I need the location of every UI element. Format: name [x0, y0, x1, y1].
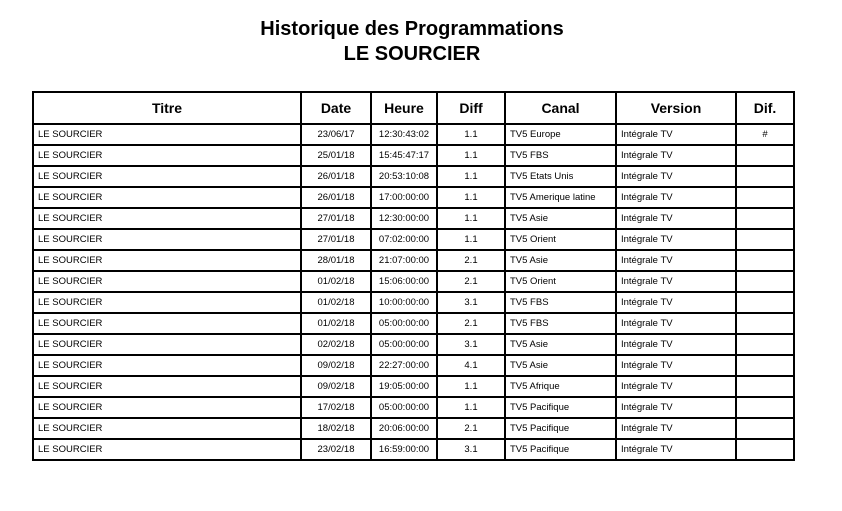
titre-cell: LE SOURCIER: [33, 271, 301, 292]
diff-cell: 1.1: [437, 229, 505, 250]
page-title: Historique des Programmations: [260, 18, 564, 40]
table-row: [33, 187, 794, 208]
titre-cell: LE SOURCIER: [33, 166, 301, 187]
heure-cell: 20:06:00:00: [371, 418, 437, 439]
canal-cell: TV5 Asie: [505, 250, 616, 271]
diff-cell: 1.1: [437, 166, 505, 187]
dif-cell: [736, 145, 794, 166]
date-cell: 26/01/18: [301, 187, 371, 208]
version-cell: Intégrale TV: [616, 271, 736, 292]
dif-cell: [736, 229, 794, 250]
dif-cell: [736, 397, 794, 418]
diff-cell: 3.1: [437, 334, 505, 355]
canal-cell: TV5 Asie: [505, 208, 616, 229]
table-row: [33, 439, 794, 460]
column-header-titre: Titre: [33, 92, 301, 124]
table-row: [33, 292, 794, 313]
canal-cell: TV5 Orient: [505, 229, 616, 250]
date-cell: 02/02/18: [301, 334, 371, 355]
column-header-version: Version: [616, 92, 736, 124]
version-cell: Intégrale TV: [616, 250, 736, 271]
canal-cell: TV5 Pacifique: [505, 397, 616, 418]
heure-cell: 12:30:43:02: [371, 124, 437, 145]
date-cell: 09/02/18: [301, 355, 371, 376]
date-cell: 23/02/18: [301, 439, 371, 460]
diff-cell: 2.1: [437, 250, 505, 271]
version-cell: Intégrale TV: [616, 208, 736, 229]
canal-cell: TV5 Pacifique: [505, 439, 616, 460]
titre-cell: LE SOURCIER: [33, 250, 301, 271]
version-cell: Intégrale TV: [616, 292, 736, 313]
diff-cell: 2.1: [437, 313, 505, 334]
titre-cell: LE SOURCIER: [33, 124, 301, 145]
version-cell: Intégrale TV: [616, 124, 736, 145]
dif-cell: [736, 355, 794, 376]
heure-cell: 05:00:00:00: [371, 334, 437, 355]
titre-cell: LE SOURCIER: [33, 145, 301, 166]
table-row: [33, 376, 794, 397]
diff-cell: 4.1: [437, 355, 505, 376]
titre-cell: LE SOURCIER: [33, 439, 301, 460]
heure-cell: 17:00:00:00: [371, 187, 437, 208]
canal-cell: TV5 Europe: [505, 124, 616, 145]
table-header-row: [33, 92, 794, 124]
diff-cell: 3.1: [437, 292, 505, 313]
canal-cell: TV5 Amerique latine: [505, 187, 616, 208]
diff-cell: 1.1: [437, 145, 505, 166]
diff-cell: 1.1: [437, 376, 505, 397]
version-cell: Intégrale TV: [616, 376, 736, 397]
titre-cell: LE SOURCIER: [33, 397, 301, 418]
date-cell: 09/02/18: [301, 376, 371, 397]
table-row: [33, 418, 794, 439]
heure-cell: 20:53:10:08: [371, 166, 437, 187]
version-cell: Intégrale TV: [616, 166, 736, 187]
diff-cell: 3.1: [437, 439, 505, 460]
dif-cell: [736, 376, 794, 397]
table-row: [33, 355, 794, 376]
canal-cell: TV5 Asie: [505, 334, 616, 355]
date-cell: 01/02/18: [301, 292, 371, 313]
canal-cell: TV5 Asie: [505, 355, 616, 376]
date-cell: 25/01/18: [301, 145, 371, 166]
version-cell: Intégrale TV: [616, 418, 736, 439]
dif-cell: [736, 271, 794, 292]
titre-cell: LE SOURCIER: [33, 187, 301, 208]
version-cell: Intégrale TV: [616, 439, 736, 460]
date-cell: 01/02/18: [301, 313, 371, 334]
heure-cell: 10:00:00:00: [371, 292, 437, 313]
canal-cell: TV5 Orient: [505, 271, 616, 292]
date-cell: 17/02/18: [301, 397, 371, 418]
dif-cell: [736, 313, 794, 334]
table-row: [33, 208, 794, 229]
column-header-diff: Diff: [437, 92, 505, 124]
dif-cell: [736, 418, 794, 439]
dif-cell: [736, 334, 794, 355]
table-row: [33, 250, 794, 271]
table-row: [33, 397, 794, 418]
dif-cell: [736, 187, 794, 208]
table-row: [33, 166, 794, 187]
diff-cell: 1.1: [437, 187, 505, 208]
heure-cell: 15:06:00:00: [371, 271, 437, 292]
version-cell: Intégrale TV: [616, 397, 736, 418]
dif-cell: [736, 292, 794, 313]
date-cell: 23/06/17: [301, 124, 371, 145]
titre-cell: LE SOURCIER: [33, 229, 301, 250]
heure-cell: 21:07:00:00: [371, 250, 437, 271]
date-cell: 18/02/18: [301, 418, 371, 439]
dif-cell: [736, 250, 794, 271]
version-cell: Intégrale TV: [616, 229, 736, 250]
heure-cell: 05:00:00:00: [371, 313, 437, 334]
programming-history-table: [32, 91, 795, 461]
titre-cell: LE SOURCIER: [33, 418, 301, 439]
version-cell: Intégrale TV: [616, 334, 736, 355]
diff-cell: 1.1: [437, 397, 505, 418]
heure-cell: 19:05:00:00: [371, 376, 437, 397]
column-header-canal: Canal: [505, 92, 616, 124]
diff-cell: 2.1: [437, 271, 505, 292]
heure-cell: 07:02:00:00: [371, 229, 437, 250]
table-row: [33, 334, 794, 355]
titre-cell: LE SOURCIER: [33, 292, 301, 313]
table-row: [33, 313, 794, 334]
table-row: [33, 229, 794, 250]
heure-cell: 15:45:47:17: [371, 145, 437, 166]
diff-cell: 1.1: [437, 124, 505, 145]
heure-cell: 12:30:00:00: [371, 208, 437, 229]
heure-cell: 05:00:00:00: [371, 397, 437, 418]
canal-cell: TV5 Etats Unis: [505, 166, 616, 187]
dif-cell: [736, 439, 794, 460]
dif-cell: [736, 208, 794, 229]
column-header-date: Date: [301, 92, 371, 124]
table-row: [33, 271, 794, 292]
version-cell: Intégrale TV: [616, 187, 736, 208]
canal-cell: TV5 FBS: [505, 292, 616, 313]
titre-cell: LE SOURCIER: [33, 334, 301, 355]
titre-cell: LE SOURCIER: [33, 208, 301, 229]
diff-cell: 1.1: [437, 208, 505, 229]
date-cell: 27/01/18: [301, 208, 371, 229]
heure-cell: 16:59:00:00: [371, 439, 437, 460]
dif-cell: [736, 166, 794, 187]
canal-cell: TV5 Afrique: [505, 376, 616, 397]
table-row: [33, 145, 794, 166]
column-header-heure: Heure: [371, 92, 437, 124]
diff-cell: 2.1: [437, 418, 505, 439]
page-subtitle: LE SOURCIER: [343, 43, 481, 65]
canal-cell: TV5 Pacifique: [505, 418, 616, 439]
date-cell: 27/01/18: [301, 229, 371, 250]
date-cell: 26/01/18: [301, 166, 371, 187]
titre-cell: LE SOURCIER: [33, 376, 301, 397]
version-cell: Intégrale TV: [616, 313, 736, 334]
version-cell: Intégrale TV: [616, 355, 736, 376]
heure-cell: 22:27:00:00: [371, 355, 437, 376]
table-row: [33, 124, 794, 145]
date-cell: 28/01/18: [301, 250, 371, 271]
canal-cell: TV5 FBS: [505, 313, 616, 334]
version-cell: Intégrale TV: [616, 145, 736, 166]
titre-cell: LE SOURCIER: [33, 355, 301, 376]
column-header-dif: Dif.: [736, 92, 794, 124]
date-cell: 01/02/18: [301, 271, 371, 292]
titre-cell: LE SOURCIER: [33, 313, 301, 334]
canal-cell: TV5 FBS: [505, 145, 616, 166]
dif-cell: #: [736, 124, 794, 145]
